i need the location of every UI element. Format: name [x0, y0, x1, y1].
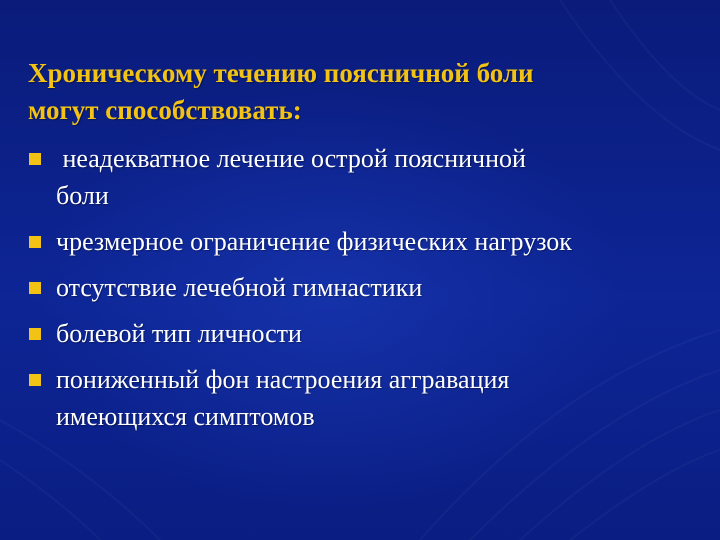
bullet-item — [28, 315, 708, 352]
bullet-text — [56, 223, 708, 260]
square-bullet-icon — [29, 328, 41, 340]
slide-title-line: могут способствовать: — [28, 95, 302, 125]
slide-title — [28, 55, 688, 129]
slide-title-line: Хроническому течению поясничной боли — [28, 58, 534, 88]
bullet-text — [56, 361, 708, 435]
bullet-text-line: пониженный фон настроения аггравация — [56, 365, 510, 394]
square-bullet-icon — [29, 374, 41, 386]
square-bullet-icon — [29, 153, 41, 165]
bullet-text-line: боли — [56, 181, 109, 210]
bullet-text-line: имеющихся симптомов — [56, 402, 315, 431]
bullet-text-line: отсутствие лечебной гимнастики — [56, 273, 423, 302]
square-bullet-icon — [29, 236, 41, 248]
bullet-text-line: неадекватное лечение острой поясничной — [56, 144, 526, 173]
bullet-item — [28, 223, 708, 260]
bullet-item — [28, 269, 708, 306]
bullet-text — [56, 315, 708, 352]
bullet-list — [28, 140, 708, 444]
bullet-item — [28, 361, 708, 435]
bullet-text-line: чрезмерное ограничение физических нагрузок — [56, 227, 572, 256]
bullet-text — [56, 269, 708, 306]
bullet-text — [56, 140, 708, 214]
bullet-text-line: болевой тип личности — [56, 319, 302, 348]
square-bullet-icon — [29, 282, 41, 294]
bullet-item — [28, 140, 708, 214]
